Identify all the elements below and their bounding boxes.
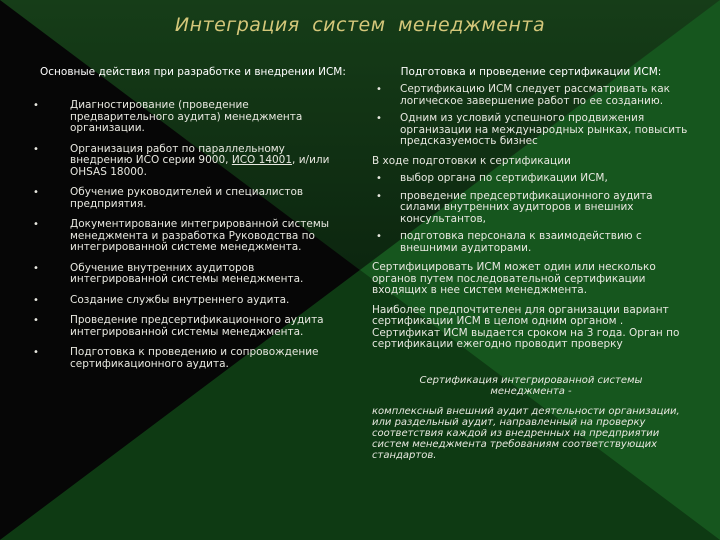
list-item: • Сертификацию ИСМ следует рассматривать как логическое завершение работ по ее созданию. xyxy=(372,84,690,107)
bullet-icon: • xyxy=(33,187,39,198)
list-item: • Проведение предсертификационного аудита интегрированной системы менеджмента. xyxy=(30,315,348,338)
bullet-icon: • xyxy=(33,294,39,306)
preferred-variant-paragraph: Наиболее предпочтителен для организации вариант сертификации ИСМ в целом одним органом . Сертификат ИСМ выдается сроком на 3 года. Орган по сертификации ежегодно проводит проверку xyxy=(372,303,680,350)
iso-14001-link[interactable]: ИСО 14001 xyxy=(231,154,293,166)
bullet-icon: • xyxy=(33,100,39,111)
list-item: • выбор органа по сертификации ИСМ, xyxy=(372,173,690,185)
list-item: • Подготовка к проведению и сопровождение сертификационного аудита. xyxy=(30,347,348,370)
list-item: • проведение предсертификационного аудита силами внутренних аудиторов и внешних консультантов, xyxy=(372,191,690,226)
bullet-icon: • xyxy=(33,143,39,155)
list-item: • подготовка персонала к взаимодействию с внешними аудиторами. xyxy=(372,231,690,254)
bullet-icon: • xyxy=(376,190,382,202)
certify-paragraph: Сертифицировать ИСМ может один или несколько органов путем последовательной сертификации входящих в нее систем менеджмента. xyxy=(372,261,656,296)
bullet-icon: • xyxy=(376,84,382,95)
list-item: • Организация работ по параллельному внедрению ИСО серии 9000, ИСО 14001, и/или OHSAS 18000. xyxy=(30,144,348,179)
list-item: • Диагностирование (проведение предварительного аудита) менеджмента организации. xyxy=(30,100,348,135)
definition-body: комплексный внешний аудит деятельности организации, или раздельный аудит, направленный на проверку соответствия каждой из внедренных на предприятии систем менеджмента требованиям соответствующих стандартов. xyxy=(372,405,680,461)
left-heading: Основные действия при разработке и внедрении ИСМ: xyxy=(40,66,346,78)
bullet-icon: • xyxy=(33,315,39,326)
left-column xyxy=(30,66,348,370)
bullet-icon: • xyxy=(376,113,382,124)
list-item: • Обучение внутренних аудиторов интегрированной системы менеджмента. xyxy=(30,263,348,286)
bullet-icon: • xyxy=(376,231,382,242)
right-heading: Подготовка и проведение сертификации ИСМ: xyxy=(400,66,662,78)
right-bullet-list-1 xyxy=(372,84,690,148)
right-column xyxy=(372,66,690,461)
definition-title: Сертификация интегрированной системы менеджмента - xyxy=(419,374,643,397)
bullet-icon: • xyxy=(33,347,39,358)
bullet-icon: • xyxy=(33,262,39,274)
list-item: • Обучение руководителей и специалистов предприятия. xyxy=(30,187,348,210)
preparation-paragraph: В ходе подготовки к сертификации xyxy=(372,154,571,167)
list-item: • Документирование интегрированной системы менеджмента и разработка Руководства по интегрированной системе менеджмента. xyxy=(30,219,348,254)
bullet-icon: • xyxy=(33,219,39,230)
bullet-icon: • xyxy=(376,173,382,184)
left-bullet-list xyxy=(30,100,348,370)
list-item: • Одним из условий успешного продвижения организации на международных рынках, повысить предсказуемость бизнес xyxy=(372,113,690,148)
list-item: • Создание службы внутреннего аудита. xyxy=(30,295,348,307)
right-bullet-list-2 xyxy=(372,173,690,254)
slide-title: Интеграция систем менеджмента xyxy=(174,14,546,36)
